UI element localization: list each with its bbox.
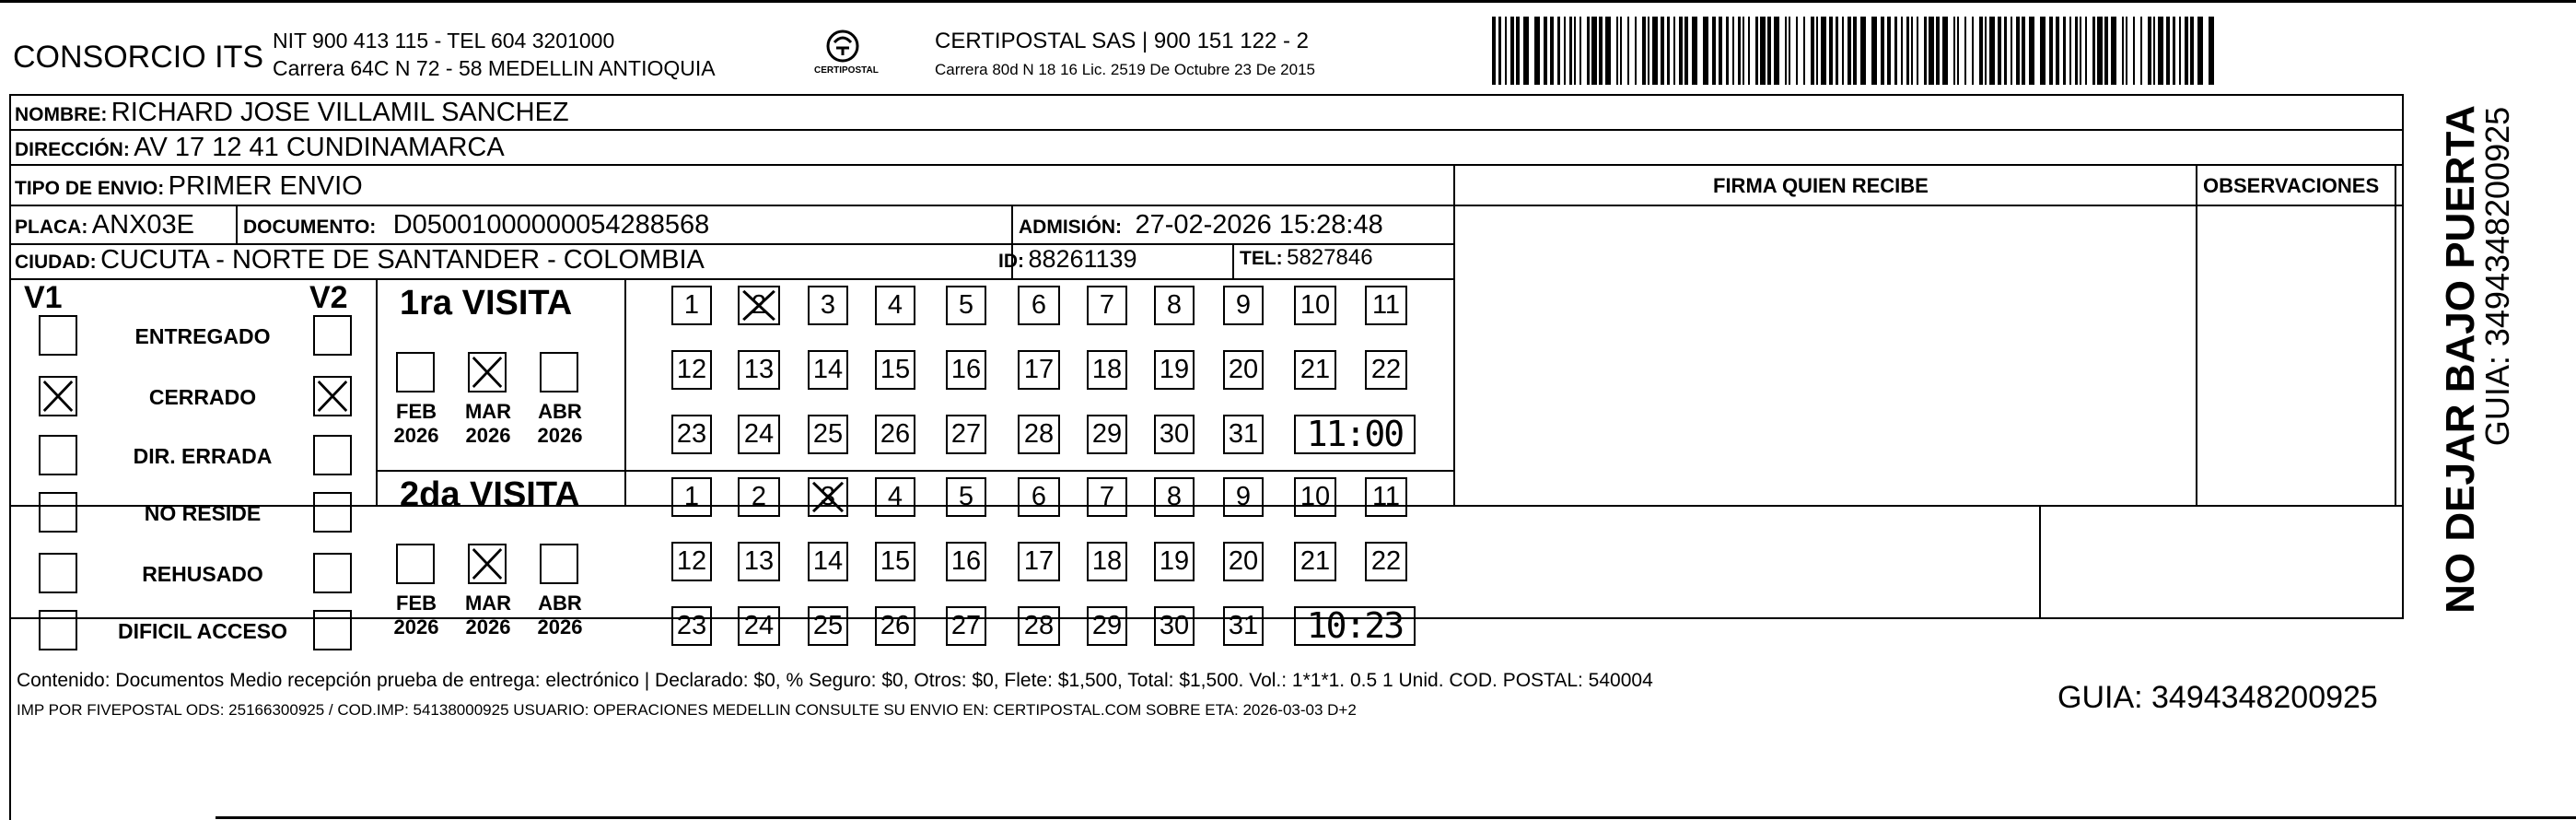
day-box-8[interactable] [1154, 477, 1195, 517]
day-box-16[interactable] [946, 350, 986, 390]
v2-checkbox-1[interactable] [313, 376, 352, 416]
day-box-1[interactable] [671, 477, 712, 517]
month-year: 2026 [537, 424, 583, 447]
direccion-value: AV 17 12 41 CUNDINAMARCA [134, 133, 505, 162]
day-number: 4 [887, 482, 903, 511]
v1-checkbox-5[interactable] [39, 610, 77, 650]
v2-checkbox-5[interactable] [313, 610, 352, 650]
day-number: 30 [1159, 611, 1190, 640]
placa-value: ANX03E [91, 210, 195, 240]
day-box-18[interactable] [1087, 350, 1127, 390]
day-box-27[interactable] [946, 415, 986, 454]
day-number: 25 [812, 419, 844, 449]
day-box-7[interactable] [1087, 477, 1127, 517]
nombre-row [15, 100, 569, 126]
month-checkbox-mar[interactable] [468, 352, 507, 392]
v1-checkbox-0[interactable] [39, 315, 77, 356]
day-number: 14 [812, 546, 844, 576]
status-label-5: DIFICIL ACCESO [117, 619, 287, 643]
v2-checkbox-2[interactable] [313, 435, 352, 475]
v2-checkbox-4[interactable] [313, 553, 352, 593]
imp-line: IMP POR FIVEPOSTAL ODS: 25166300925 / COD.IMP: 54138000925 USUARIO: OPERACIONES MEDELLIN CONSULTE SU ENVIO EN: CERTIPOSTAL.COM SOBRE ETA: 2026-03-03 D+2 [17, 701, 1357, 719]
day-box-22[interactable] [1365, 350, 1407, 390]
day-box-3[interactable] [808, 477, 848, 517]
day-number: 20 [1228, 546, 1259, 576]
company-nit: NIT 900 413 115 - TEL 604 3201000 [273, 29, 615, 53]
signature-area[interactable] [1455, 206, 2194, 505]
day-number: 24 [743, 611, 775, 640]
day-number: 7 [1099, 290, 1115, 320]
day-number: 10 [1300, 290, 1331, 320]
day-box-17[interactable] [1018, 542, 1060, 581]
day-box-4[interactable] [875, 477, 915, 517]
day-box-30[interactable] [1154, 415, 1195, 454]
day-number: 30 [1159, 419, 1190, 449]
barcode [1492, 17, 2220, 85]
day-number: 31 [1228, 419, 1259, 449]
day-box-6[interactable] [1018, 477, 1060, 517]
day-check-mark [810, 479, 846, 515]
day-number: 6 [1031, 482, 1047, 511]
day-box-12[interactable] [671, 350, 712, 390]
day-box-23[interactable] [671, 415, 712, 454]
month-checkbox-abr[interactable] [540, 544, 578, 584]
day-box-9[interactable] [1223, 477, 1264, 517]
day-number: 9 [1235, 290, 1252, 320]
day-box-8[interactable] [1154, 286, 1195, 325]
admision-row [1019, 212, 1383, 239]
top-rule [0, 0, 2576, 3]
day-number: 1 [683, 482, 700, 511]
day-box-14[interactable] [808, 350, 848, 390]
month-label: MAR [464, 592, 512, 615]
carrier-name: CERTIPOSTAL SAS | 900 151 122 - 2 [935, 29, 1309, 53]
month-label: ABR [538, 592, 582, 615]
day-number: 11 [1371, 290, 1401, 320]
day-number: 8 [1166, 290, 1183, 320]
day-box-6[interactable] [1018, 286, 1060, 325]
placa-row [15, 212, 194, 239]
id-row [998, 247, 1137, 272]
day-box-29[interactable] [1087, 415, 1127, 454]
direccion-row [15, 135, 505, 161]
day-number: 22 [1370, 546, 1402, 576]
v2-check-mark [315, 378, 350, 415]
day-box-3[interactable] [808, 286, 848, 325]
month-year: 2026 [465, 424, 511, 447]
observaciones-area[interactable] [2197, 206, 2393, 505]
month-label: FEB [396, 592, 437, 615]
day-number: 12 [676, 355, 707, 384]
day-box-10[interactable] [1294, 286, 1336, 325]
day-box-29[interactable] [1087, 606, 1127, 646]
day-number: 15 [880, 546, 911, 576]
day-box-2[interactable] [738, 477, 780, 517]
day-box-17[interactable] [1018, 350, 1060, 390]
v2-checkbox-0[interactable] [313, 315, 352, 356]
visit-title-1: 2da VISITA [400, 475, 580, 514]
observaciones-label: OBSERVACIONES [2203, 174, 2380, 197]
direccion-label: DIRECCIÓN: [15, 139, 130, 160]
day-box-24[interactable] [738, 606, 780, 646]
day-number: 16 [950, 355, 982, 384]
day-box-14[interactable] [808, 542, 848, 581]
day-box-28[interactable] [1018, 415, 1060, 454]
side-text [2406, 92, 2516, 636]
day-box-15[interactable] [875, 350, 915, 390]
day-number: 20 [1228, 355, 1259, 384]
month-label: ABR [538, 400, 582, 423]
company-address: Carrera 64C N 72 - 58 MEDELLIN ANTIOQUIA [273, 56, 716, 80]
tel-label: TEL: [1240, 248, 1283, 269]
day-number: 1 [683, 290, 700, 320]
month-check-mark [470, 545, 505, 582]
day-box-21[interactable] [1294, 542, 1336, 581]
day-box-1[interactable] [671, 286, 712, 325]
day-number: 7 [1099, 482, 1115, 511]
status-label-0: ENTREGADO [134, 324, 271, 348]
day-number: 23 [676, 611, 707, 640]
day-number: 29 [1091, 611, 1123, 640]
month-checkbox-mar[interactable] [468, 544, 507, 584]
day-number: 5 [958, 290, 974, 320]
day-box-31[interactable] [1223, 606, 1264, 646]
status-label-1: CERRADO [148, 385, 257, 409]
v2-label: V2 [309, 280, 348, 315]
day-box-22[interactable] [1365, 542, 1407, 581]
day-number: 17 [1023, 355, 1055, 384]
day-number: 17 [1023, 546, 1055, 576]
day-box-9[interactable] [1223, 286, 1264, 325]
day-box-19[interactable] [1154, 542, 1195, 581]
v2-checkbox-3[interactable] [313, 492, 352, 533]
month-year: 2026 [393, 424, 439, 447]
day-number: 22 [1370, 355, 1402, 384]
status-label-2: DIR. ERRADA [133, 444, 273, 468]
day-number: 21 [1300, 546, 1331, 576]
tipo-label: TIPO DE ENVIO: [15, 178, 165, 199]
day-box-18[interactable] [1087, 542, 1127, 581]
day-box-20[interactable] [1223, 542, 1264, 581]
day-box-5[interactable] [946, 477, 986, 517]
day-number: 19 [1159, 355, 1190, 384]
time-box-0[interactable] [1294, 415, 1416, 454]
id-label: ID: [998, 251, 1024, 272]
day-number: 26 [880, 419, 911, 449]
day-box-25[interactable] [808, 415, 848, 454]
documento-label: DOCUMENTO: [243, 217, 377, 238]
id-value: 88261139 [1028, 245, 1137, 273]
side-guia-text: GUIA: 3494348200925 [2478, 106, 2516, 447]
status-label-4: REHUSADO [142, 562, 263, 586]
contenido-line: Contenido: Documentos Medio recepción prueba de entrega: electrónico | Declarado: $0, % Seguro: $0, Otros: $0, Flete: $1,500, Total: $1,500. Vol.: 1*1*1. 0.5 1 Unid. COD. POSTAL: 540004 [17, 670, 1653, 691]
day-box-11[interactable] [1365, 477, 1407, 517]
day-box-15[interactable] [875, 542, 915, 581]
day-box-7[interactable] [1087, 286, 1127, 325]
day-number: 29 [1091, 419, 1123, 449]
day-box-5[interactable] [946, 286, 986, 325]
day-number: 5 [958, 482, 974, 511]
day-box-10[interactable] [1294, 477, 1336, 517]
handwritten-time: 10:23 [1306, 605, 1404, 646]
visit-title-0: 1ra VISITA [400, 284, 573, 322]
day-box-16[interactable] [946, 542, 986, 581]
tel-value: 5827846 [1287, 245, 1373, 270]
day-number: 21 [1300, 355, 1331, 384]
month-checkbox-abr[interactable] [540, 352, 578, 392]
v1-check-mark [41, 378, 76, 415]
day-number: 15 [880, 355, 911, 384]
day-box-11[interactable] [1365, 286, 1407, 325]
day-number: 12 [676, 546, 707, 576]
day-box-27[interactable] [946, 606, 986, 646]
day-box-21[interactable] [1294, 350, 1336, 390]
day-box-31[interactable] [1223, 415, 1264, 454]
day-number: 18 [1091, 355, 1123, 384]
day-box-20[interactable] [1223, 350, 1264, 390]
ciudad-row [15, 247, 705, 274]
day-box-2[interactable] [738, 286, 780, 325]
no-dejar-text: NO DEJAR BAJO PUERTA [2438, 105, 2483, 614]
day-number: 11 [1371, 482, 1401, 511]
day-number: 27 [950, 611, 982, 640]
admision-label: ADMISIÓN: [1019, 217, 1122, 238]
firma-label: FIRMA QUIEN RECIBE [1713, 174, 1929, 197]
month-year: 2026 [393, 615, 439, 638]
month-year: 2026 [465, 615, 511, 638]
day-number: 24 [743, 419, 775, 449]
day-number: 25 [812, 611, 844, 640]
month-check-mark [470, 354, 505, 391]
day-number: 26 [880, 611, 911, 640]
day-number: 10 [1300, 482, 1331, 511]
day-number: 4 [887, 290, 903, 320]
month-checkbox-feb[interactable] [396, 544, 435, 584]
day-box-25[interactable] [808, 606, 848, 646]
tel-row [1240, 247, 1373, 269]
tipo-row [15, 173, 363, 200]
day-number: 3 [820, 482, 836, 511]
day-box-23[interactable] [671, 606, 712, 646]
handwritten-time: 11:00 [1306, 414, 1404, 454]
day-number: 13 [743, 546, 775, 576]
month-year: 2026 [537, 615, 583, 638]
month-label: MAR [464, 400, 512, 423]
day-number: 6 [1031, 290, 1047, 320]
guia-box-text: GUIA: 3494348200925 [2057, 680, 2378, 715]
day-box-26[interactable] [875, 606, 915, 646]
day-number: 3 [820, 290, 836, 320]
nombre-value: RICHARD JOSE VILLAMIL SANCHEZ [111, 98, 569, 127]
nombre-label: NOMBRE: [15, 104, 108, 125]
status-label-3: NO RESIDE [144, 501, 262, 525]
day-number: 9 [1235, 482, 1252, 511]
company-name: CONSORCIO ITS [13, 40, 264, 75]
day-number: 19 [1159, 546, 1190, 576]
day-number: 28 [1023, 419, 1055, 449]
day-number: 27 [950, 419, 982, 449]
day-box-4[interactable] [875, 286, 915, 325]
day-number: 23 [676, 419, 707, 449]
documento-row [243, 212, 709, 239]
day-number: 16 [950, 546, 982, 576]
v1-checkbox-2[interactable] [39, 435, 77, 475]
day-box-28[interactable] [1018, 606, 1060, 646]
admision-value: 27-02-2026 15:28:48 [1135, 210, 1383, 240]
day-number: 13 [743, 355, 775, 384]
day-box-26[interactable] [875, 415, 915, 454]
day-box-19[interactable] [1154, 350, 1195, 390]
tipo-value: PRIMER ENVIO [168, 171, 363, 201]
day-number: 2 [751, 482, 767, 511]
logo-text: CERTIPOSTAL [814, 65, 879, 76]
placa-label: PLACA: [15, 217, 88, 238]
day-box-12[interactable] [671, 542, 712, 581]
day-number: 28 [1023, 611, 1055, 640]
day-box-13[interactable] [738, 542, 780, 581]
ciudad-value: CUCUTA - NORTE DE SANTANDER - COLOMBIA [100, 245, 705, 275]
day-number: 8 [1166, 482, 1183, 511]
day-box-30[interactable] [1154, 606, 1195, 646]
day-number: 14 [812, 355, 844, 384]
time-box-1[interactable] [1294, 606, 1416, 646]
documento-value: D05001000000054288568 [392, 210, 710, 240]
day-number: 31 [1228, 611, 1259, 640]
v1-checkbox-3[interactable] [39, 492, 77, 533]
day-box-24[interactable] [738, 415, 780, 454]
day-number: 18 [1091, 546, 1123, 576]
month-checkbox-feb[interactable] [396, 352, 435, 392]
v1-label: V1 [24, 280, 63, 315]
certipostal-logo [810, 28, 879, 81]
ciudad-label: CIUDAD: [15, 252, 97, 273]
carrier-license: Carrera 80d N 18 16 Lic. 2519 De Octubre 23 De 2015 [935, 61, 1315, 78]
day-box-13[interactable] [738, 350, 780, 390]
v1-checkbox-4[interactable] [39, 553, 77, 593]
day-number: 2 [751, 290, 767, 320]
day-check-mark [740, 287, 778, 323]
v1-checkbox-1[interactable] [39, 376, 77, 416]
month-label: FEB [396, 400, 437, 423]
